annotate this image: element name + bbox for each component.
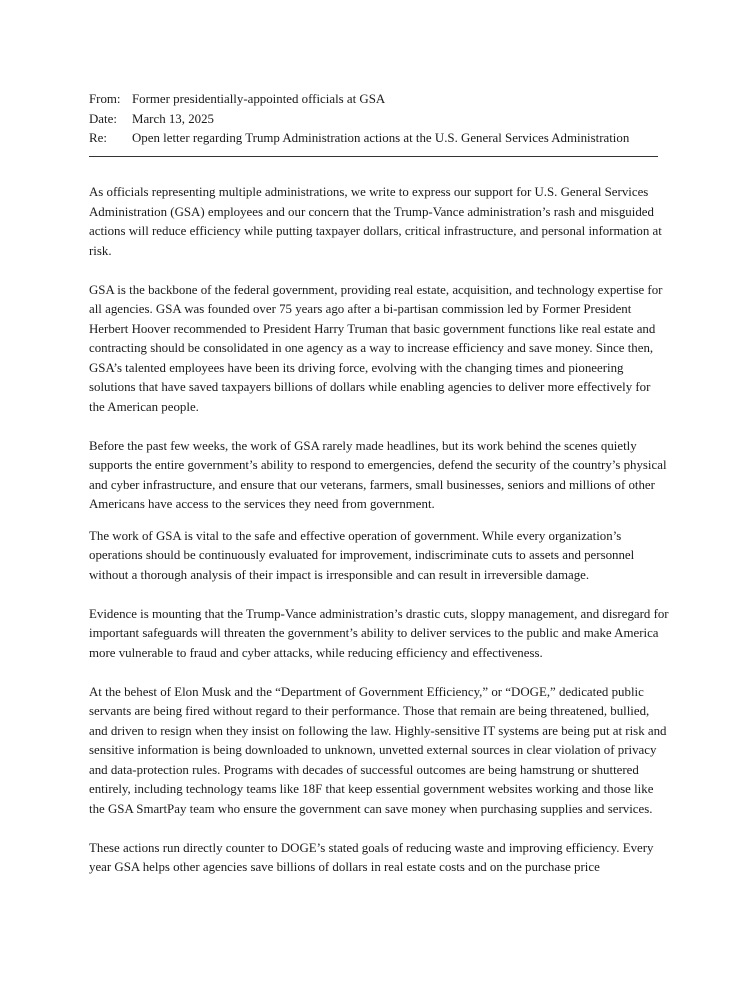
memo-subject-label: Re:	[89, 131, 107, 145]
paragraph-counter: These actions run directly counter to DOGE’s stated goals of reducing waste and improving efficiency. Every year GSA helps other agencies save billions of dollars in real estate costs and on the purchase price	[89, 840, 654, 874]
memo-subject-value: Open letter regarding Trump Administration actions at the U.S. General Services Administration	[132, 131, 630, 145]
paragraph-evidence: Evidence is mounting that the Trump-Vance administration’s drastic cuts, sloppy management, and disregard for important safeguards will threaten the government’s ability to deliver services to the public and make America more vulnerable to fraud and cyber attacks, while reducing efficiency and effectiveness.	[89, 606, 669, 660]
memo-date-value: March 13, 2025	[132, 111, 214, 126]
memo-date-label: Date:	[89, 111, 117, 126]
paragraph-vital-work: The work of GSA is vital to the safe and effective operation of government. While every organization’s operations should be continuously evaluated for improvement, indiscriminate cuts to assets and personnel without a thorough analysis of their impact is irresponsible and can result in irreversible damage.	[89, 528, 635, 582]
memo-date-row	[89, 110, 664, 130]
paragraph-headlines: Before the past few weeks, the work of GSA rarely made headlines, but its work behind the scenes quietly supports the entire government’s ability to respond to emergencies, defend the security of the country’s physical and cyber infrastructure, and ensure that our veterans, farmers, small businesses, seniors and millions of other Americans have access to the services they need from government.	[89, 438, 667, 511]
memo-from-row	[89, 90, 664, 110]
memo-header	[89, 90, 664, 149]
memo-from-value: Former presidentially-appointed officials at GSA	[132, 92, 386, 106]
paragraph-gsa-backbone: GSA is the backbone of the federal government, providing real estate, acquisition, and technology expertise for all agencies. GSA was founded over 75 years ago after a bi-partisan commission led by Former President Herbert Hoover recommended to President Harry Truman that basic government functions like real estate and contracting should be consolidated in one agency as a way to increase efficiency and save money. Since then, GSA’s talented employees have been its driving force, evolving with the changing times and pioneering solutions that have saved taxpayers billions of dollars while enabling agencies to deliver more effectively for the American people.	[89, 282, 663, 414]
paragraph-intro: As officials representing multiple administrations, we write to express our support for U.S. General Services Administration (GSA) employees and our concern that the Trump-Vance administration’s rash and misguided actions will reduce efficiency while putting taxpayer dollars, critical infrastructure, and personal information at risk.	[89, 185, 662, 258]
header-divider	[89, 156, 658, 157]
letter-body	[89, 183, 669, 897]
memo-subject-row	[89, 129, 664, 149]
paragraph-doge: At the behest of Elon Musk and the “Department of Government Efficiency,” or “DOGE,” dedicated public servants are being fired without regard to their performance. Those that remain are being threatened, bullied, and driven to resign when they insist on following the law. Highly-sensitive IT systems are being put at risk and sensitive information is being downloaded to unknown, unvetted external sources in clear violation of privacy and data-protection rules. Programs with decades of successful outcomes are being hamstrung or shuttered entirely, including technology teams like 18F that keep essential government websites working and those like the GSA SmartPay team who ensure the government can save money when purchasing supplies and services.	[89, 684, 667, 816]
memo-from-label: From:	[89, 92, 121, 106]
